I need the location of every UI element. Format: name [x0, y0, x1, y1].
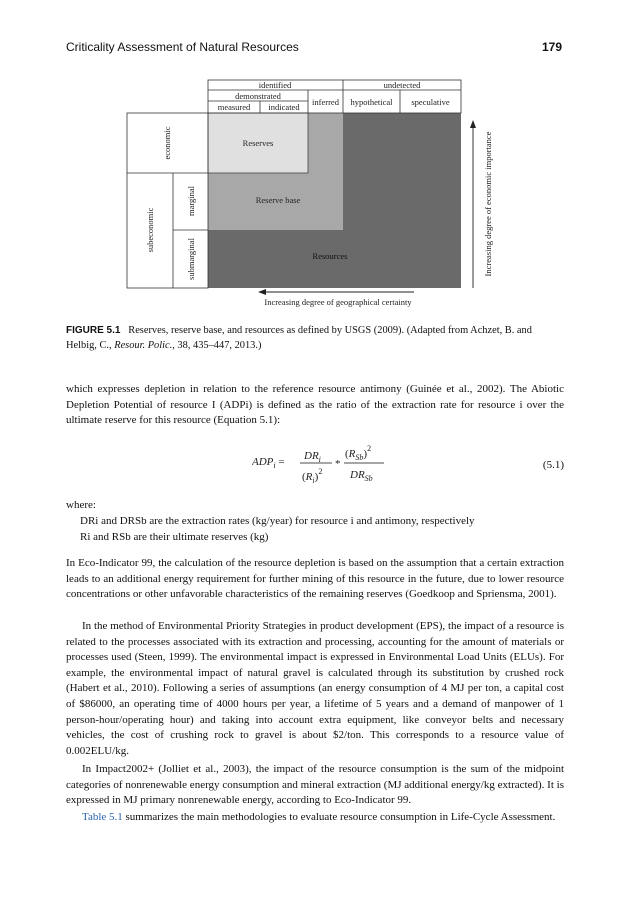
adp-formula [252, 437, 432, 495]
label-undetected: undetected [383, 80, 421, 90]
svg-text:ADPi =: $ADP_i$ = [252, 456, 285, 470]
table-5-1-link[interactable]: Table 5.1 [82, 811, 123, 823]
svg-text:DRSb: $DR_{Sb}$ [350, 469, 373, 483]
where-item-2: Ri and RSb are their ultimate reserves (kg) [80, 531, 269, 543]
paragraph-impact2002: In Impact2002+ (Jolliet et al., 2003), the impact of the resource consumption is the sum of the midpoint categories of nonrenewable energy consumption and mineral extraction (MJ additional energy/kg extracted). It is expressed in MJ primary nonrenewable energy, according to Eco-Indicator 99. [66, 763, 564, 807]
usgs-resource-diagram [0, 0, 629, 320]
label-resources: Resources [312, 251, 348, 261]
label-marginal: marginal [186, 185, 196, 217]
y-axis-label: Increasing degree of economic importance [483, 131, 493, 277]
caption-label: FIGURE 5.1 [66, 325, 121, 336]
label-measured: measured [217, 102, 251, 112]
label-demonstrated: demonstrated [235, 91, 281, 101]
svg-text:*: * [335, 458, 341, 470]
page-number: 179 [541, 40, 562, 54]
label-reserve-base: Reserve base [255, 195, 301, 205]
paragraph-table-ref [66, 810, 564, 826]
where-label: where: [66, 499, 96, 511]
label-inferred: inferred [312, 97, 339, 107]
label-economic: economic [162, 126, 172, 160]
svg-text:(RSb)2: $(R_{Sb})^2$ [345, 444, 372, 462]
paragraph-eps: In the method of Environmental Priority Strategies in product development (EPS), the impact of a resource is related to the processes associated with its extraction and processing, accounting for the amount of materials or processes used (Steen, 1999). The environmental impact is expressed in Environmental Load Units (ELUs). For example, the environmental impact of natural gravel is calculated through its substitution by crushed rock (Habert et al., 2010). Following a series of assumptions (an energy consumption of 4 MJ per ton, a capital cost of $86000, an operating time of 4000 hours per year, a lifetime of 5 years and a demand of manpower of 1 person-hour/operating hour) and taking into account extra equipment, like conveyor belts and necessary vehicles, the cost of crushing rock to gravel is about $2/ton. This corresponds to a resource value of 0.002ELU/kg. [66, 620, 564, 757]
caption-text: Reserves, reserve base, and resources as defined by USGS (2009). (Adapted from Achzet, B. and Helbig, C., [66, 325, 532, 351]
caption-tail: , 38, 435–447, 2013.) [172, 340, 262, 351]
x-axis-label: Increasing degree of geographical certainty [264, 297, 412, 307]
equation-number: (5.1) [542, 459, 564, 471]
paragraph-table-ref-text: summarizes the main methodologies to evaluate resource consumption in Life-Cycle Assessment. [122, 811, 556, 823]
running-title: Criticality Assessment of Natural Resources [66, 40, 299, 54]
paragraph-adp: which expresses depletion in relation to the reference resource antimony (Guinée et al., 2002). The Abiotic Depletion Potential of resource I (ADPi) is defined as the ratio of the extraction rate for resource i over the ultimate reserve for this resource (Equation 5.1): [66, 383, 564, 427]
label-subeconomic: subeconomic [145, 207, 155, 253]
paragraph-eco-indicator: In Eco-Indicator 99, the calculation of the resource depletion is based on the assumption that a certain extraction leads to an additional energy requirement for further mining of this resource in the future, due to lower resource concentrations or other unfavorable characteristics of the remaining reserves (Goedkoop and Spriensma, 2001). [66, 557, 564, 601]
figure-caption [66, 323, 564, 353]
label-submarginal: submarginal [186, 238, 196, 280]
svg-text:(Ri)2: $(R_i)^2$ [302, 467, 323, 485]
svg-text:DRi: $DR_i$ [304, 450, 321, 464]
equation-5-1 [66, 437, 564, 495]
where-item-1: DRi and DRSb are the extraction rates (kg/year) for resource i and antimony, respectively [80, 515, 475, 527]
label-identified: identified [258, 80, 292, 90]
caption-journal: Resour. Polic. [114, 340, 173, 351]
label-speculative: speculative [411, 97, 450, 107]
label-reserves: Reserves [242, 138, 274, 148]
label-indicated: indicated [268, 102, 300, 112]
label-hypothetical: hypothetical [350, 97, 393, 107]
